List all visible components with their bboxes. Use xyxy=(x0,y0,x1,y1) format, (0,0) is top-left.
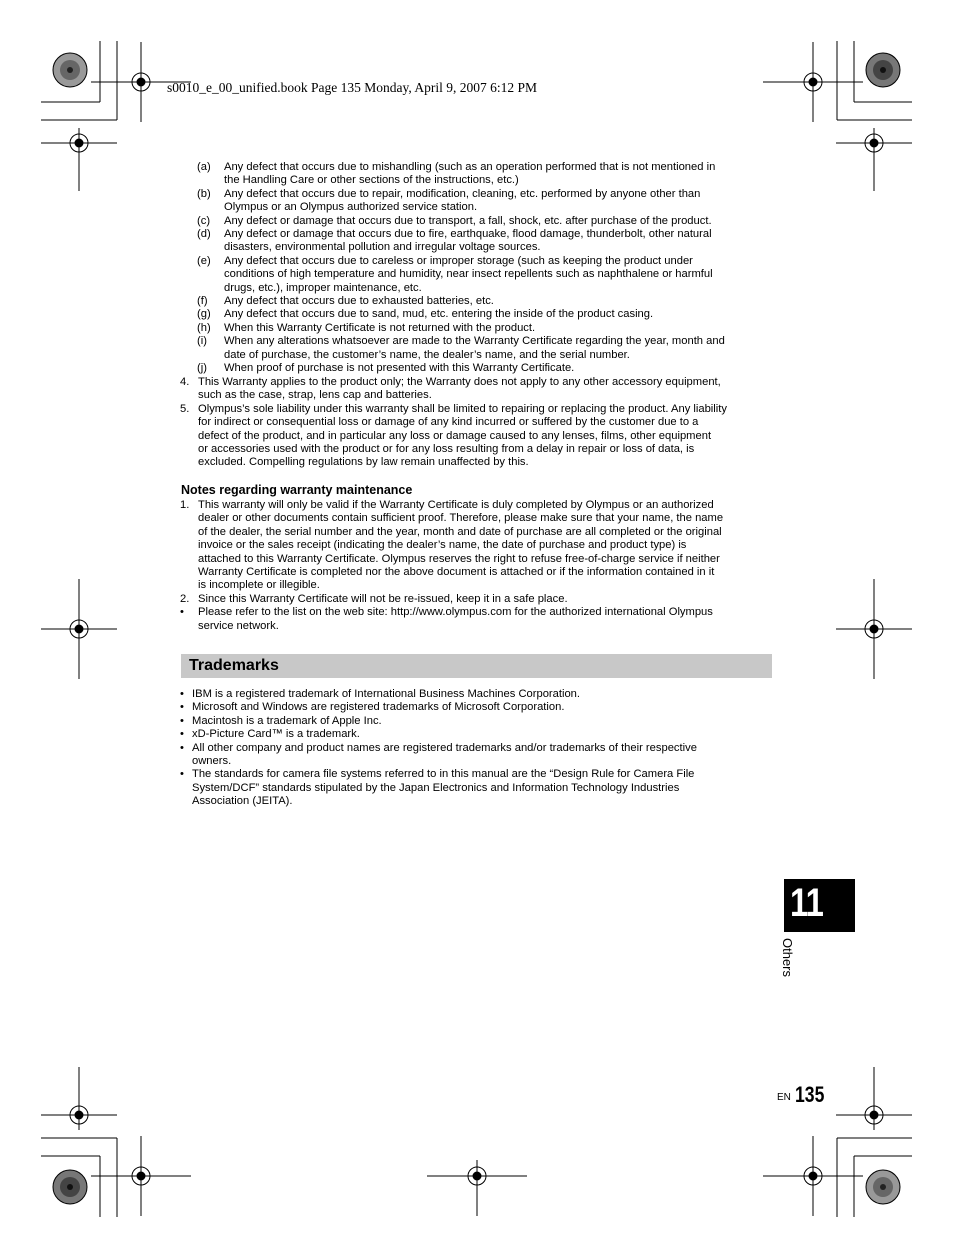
notes-item-label: 2. xyxy=(180,592,190,605)
warranty-item-label: 4. xyxy=(180,376,190,388)
exclusion-item-text: When any alterations whatsoever are made to the Warranty Certificate regarding the year, month and xyxy=(224,335,725,348)
exclusion-item-text: Any defect that occurs due to sand, mud, etc. entering the inside of the product casing. xyxy=(224,308,654,321)
exclusion-item-text: Any defect that occurs due to exhausted batteries, etc. xyxy=(224,295,494,307)
trademark-item-text: System/DCF” standards stipulated by the Japan Electronics and Information Technology Industries xyxy=(192,781,680,794)
trademark-item-label: • xyxy=(180,768,184,781)
exclusion-item-text: Any defect that occurs due to mishandling (such as an operation performed that is not mentioned in xyxy=(224,161,716,173)
exclusion-item-label: (b) xyxy=(197,187,211,200)
notes-item-text: invoice or the sales receipt (indicating the dealer’s name, the date of purchase and product type) is xyxy=(198,539,687,552)
book-header: s0010_e_00_unified.book Page 135 Monday, April 9, 2007 6:12 PM xyxy=(167,80,537,95)
warranty-item-text: such as the case, strap, lens cap and batteries. xyxy=(198,389,432,402)
chapter-label: Others xyxy=(780,938,795,978)
exclusion-item-text: the Handling Care or other sections of the instructions, etc.) xyxy=(224,174,519,187)
exclusion-item-label: (g) xyxy=(197,308,211,321)
warranty-item-text: defect of the product, and in particular any loss or damage caused to any lenses, films, other equipment xyxy=(198,429,712,442)
notes-item-text: dealer or other documents contain sufficient proof. Therefore, please make sure that your name, the name xyxy=(198,512,724,525)
exclusion-item-label: (c) xyxy=(197,214,211,227)
notes-item-text: This warranty will only be valid if the Warranty Certificate is duly completed by Olympus or an authorized xyxy=(198,499,714,511)
exclusion-item-text: date of purchase, the customer’s name, the dealer’s name, and the serial number. xyxy=(224,348,630,361)
warranty-item-label: 5. xyxy=(180,402,190,415)
trademark-item-label: • xyxy=(180,701,184,714)
warranty-item-text: Olympus’s sole liability under this warranty shall be limited to repairing or replacing the product. Any liability xyxy=(198,402,727,415)
exclusion-item-text: Olympus or an Olympus authorized service station. xyxy=(224,201,478,214)
trademark-item-text: The standards for camera file systems referred to in this manual are the “Design Rule for Camera File xyxy=(192,768,695,781)
exclusion-item-text: Any defect that occurs due to careless or improper storage (such as keeping the product under xyxy=(224,254,693,267)
warranty-item-text: or accessories used with the product or for any loss resulting from a delay in repair or loss of data, is xyxy=(198,443,695,455)
exclusion-item-label: (h) xyxy=(197,321,211,334)
exclusion-item-text: When proof of purchase is not presented with this Warranty Certificate. xyxy=(224,362,575,374)
trademark-item-text: Microsoft and Windows are registered trademarks of Microsoft Corporation. xyxy=(192,701,565,714)
trademark-item-text: owners. xyxy=(192,755,232,767)
warranty-item-text: This Warranty applies to the product only; the Warranty does not apply to any other accessory equipment, xyxy=(198,376,721,388)
warranty-item-text: excluded. Compelling regulations by law remain unaffected by this. xyxy=(198,456,529,469)
trademark-item-text: Association (JEITA). xyxy=(192,795,293,808)
trademark-item-label: • xyxy=(180,688,184,700)
exclusion-item-label: (j) xyxy=(197,362,207,374)
notes-item-label: • xyxy=(180,606,184,619)
exclusion-item-text: When this Warranty Certificate is not returned with the product. xyxy=(224,321,536,334)
exclusion-item-text: Any defect that occurs due to repair, modification, cleaning, etc. performed by anyone other than xyxy=(224,187,701,200)
exclusion-item-text: drugs, etc.), improper maintenance, etc. xyxy=(224,281,422,294)
notes-item-text: service network. xyxy=(198,619,279,632)
exclusion-item-label: (d) xyxy=(197,228,211,240)
chapter-tab xyxy=(784,879,855,932)
page-number: 135 xyxy=(795,1082,825,1107)
warranty-item-text: for indirect or consequential loss or damage of any kind incurred or suffered by the customer due to a xyxy=(198,416,699,429)
trademark-item-label: • xyxy=(180,728,184,741)
chapter-number: 11 xyxy=(790,881,824,925)
notes-item-text: Since this Warranty Certificate will not be re-issued, keep it in a safe place. xyxy=(198,592,568,605)
trademark-item-text: IBM is a registered trademark of International Business Machines Corporation. xyxy=(192,688,581,700)
exclusion-item-label: (a) xyxy=(197,161,211,173)
exclusion-item-label: (i) xyxy=(197,335,207,348)
trademarks-heading-bar xyxy=(181,654,772,678)
trademark-item-text: All other company and product names are registered trademarks and/or trademarks of their respective xyxy=(192,741,697,754)
exclusion-item-text: conditions of high temperature and humidity, near insect repellents such as naphthalene or harmful xyxy=(224,268,713,281)
exclusion-item-label: (e) xyxy=(197,254,211,267)
trademark-item-text: xD-Picture Card™ is a trademark. xyxy=(192,728,360,741)
trademarks-heading: Trademarks xyxy=(189,657,279,674)
exclusion-item-text: Any defect or damage that occurs due to transport, a fall, shock, etc. after purchase of the product. xyxy=(224,214,712,227)
exclusion-item-text: Any defect or damage that occurs due to fire, earthquake, flood damage, thunderbolt, other natural xyxy=(224,228,712,240)
notes-item-text: is incomplete or illegible. xyxy=(198,579,320,592)
notes-item-text: attached to this Warranty Certificate. Olympus reserves the right to refuse free-of-charge service if neither xyxy=(198,552,720,565)
page-language: EN xyxy=(777,1092,791,1103)
trademark-item-label: • xyxy=(180,714,184,727)
trademark-item-label: • xyxy=(180,741,184,754)
notes-item-label: 1. xyxy=(180,499,190,511)
exclusion-item-text: disasters, environmental pollution and irregular voltage sources. xyxy=(224,241,541,254)
notes-heading: Notes regarding warranty maintenance xyxy=(181,483,413,497)
trademark-item-text: Macintosh is a trademark of Apple Inc. xyxy=(192,714,382,727)
notes-item-text: of the dealer, the serial number and the year, month and date of purchase are all completed or the original xyxy=(198,525,722,538)
notes-item-text: Warranty Certificate is completed nor the above document is attached or if the information contained in it xyxy=(198,566,715,578)
exclusion-item-label: (f) xyxy=(197,295,208,307)
notes-item-text: Please refer to the list on the web site: http://www.olympus.com for the authorized international Olympus xyxy=(198,606,713,619)
